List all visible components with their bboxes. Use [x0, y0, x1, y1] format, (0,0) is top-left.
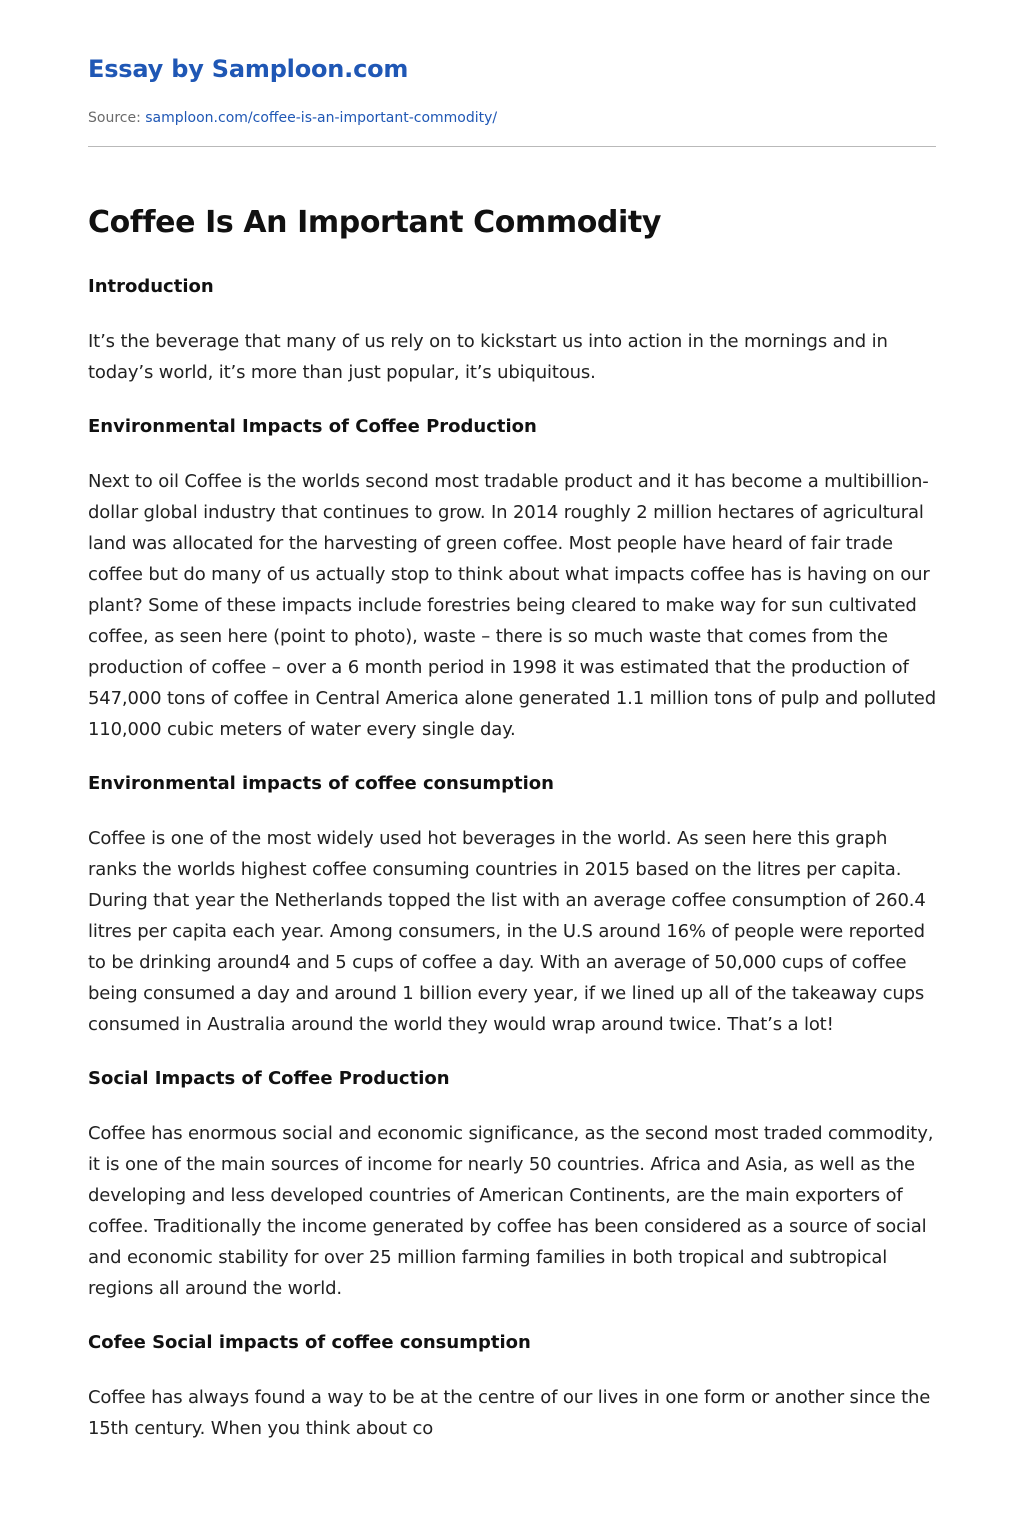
- section-body-introduction: It’s the beverage that many of us rely on to kickstart us into action in the mornings and in today’s world, it’s more than just popular, it’s ubiquitous.: [88, 331, 888, 383]
- section-heading-env-production: Environmental Impacts of Coffee Production: [88, 416, 537, 437]
- section-heading-introduction: Introduction: [88, 276, 214, 297]
- section-body-env-production: Next to oil Coffee is the worlds second most tradable product and it has become a multibillion-dollar global industry that continues to grow. In 2014 roughly 2 million hectares of agricultural land was allocated for the harvesting of green coffee. Most people have heard of fair trade coffee but do many of us actually stop to think about what impacts coffee has is having on our plant? Some of these impacts include forestries being cleared to make way for sun cultivated coffee, as seen here (point to photo), waste – there is so much waste that comes from the production of coffee – over a 6 month period in 1998 it was estimated that the production of 547,000 tons of coffee in Central America alone generated 1.1 million tons of pulp and polluted 110,000 cubic meters of water every single day.: [88, 471, 936, 740]
- section-body-env-consumption: Coffee is one of the most widely used hot beverages in the world. As seen here this graph ranks the worlds highest coffee consuming countries in 2015 based on the litres per capita. During that year the Netherlands topped the list with an average coffee consumption of 260.4 litres per capita each year. Among consumers, in the U.S around 16% of people were reported to be drinking around4 and 5 cups of coffee a day. With an average of 50,000 cups of coffee being consumed a day and around 1 billion every year, if we lined up all of the takeaway cups consumed in Australia around the world they would wrap around twice. That’s a lot!: [88, 828, 926, 1035]
- source-line: [88, 109, 938, 127]
- section-heading-social-consumption: Cofee Social impacts of coffee consumption: [88, 1332, 531, 1353]
- essay-page: [88, 0, 938, 1444]
- source-link[interactable]: samploon.com/coffee-is-an-important-commodity/: [145, 110, 498, 126]
- section-body-social-production: Coffee has enormous social and economic significance, as the second most traded commodity, it is one of the main sources of income for nearly 50 countries. Africa and Asia, as well as the developing and less developed countries of American Continents, are the main exporters of coffee. Traditionally the income generated by coffee has been considered as a source of social and economic stability for over 25 million farming families in both tropical and subtropical regions all around the world.: [88, 1123, 934, 1299]
- essay-title: Coffee Is An Important Commodity: [88, 205, 661, 240]
- section-heading-env-consumption: Environmental impacts of coffee consumption: [88, 773, 554, 794]
- header-divider: [88, 146, 936, 147]
- site-brand[interactable]: Essay by Samploon.com: [88, 55, 409, 83]
- section-heading-social-production: Social Impacts of Coffee Production: [88, 1068, 450, 1089]
- source-label: Source:: [88, 110, 146, 126]
- section-body-social-consumption: Coffee has always found a way to be at the centre of our lives in one form or another since the 15th century. When you think about co: [88, 1387, 931, 1439]
